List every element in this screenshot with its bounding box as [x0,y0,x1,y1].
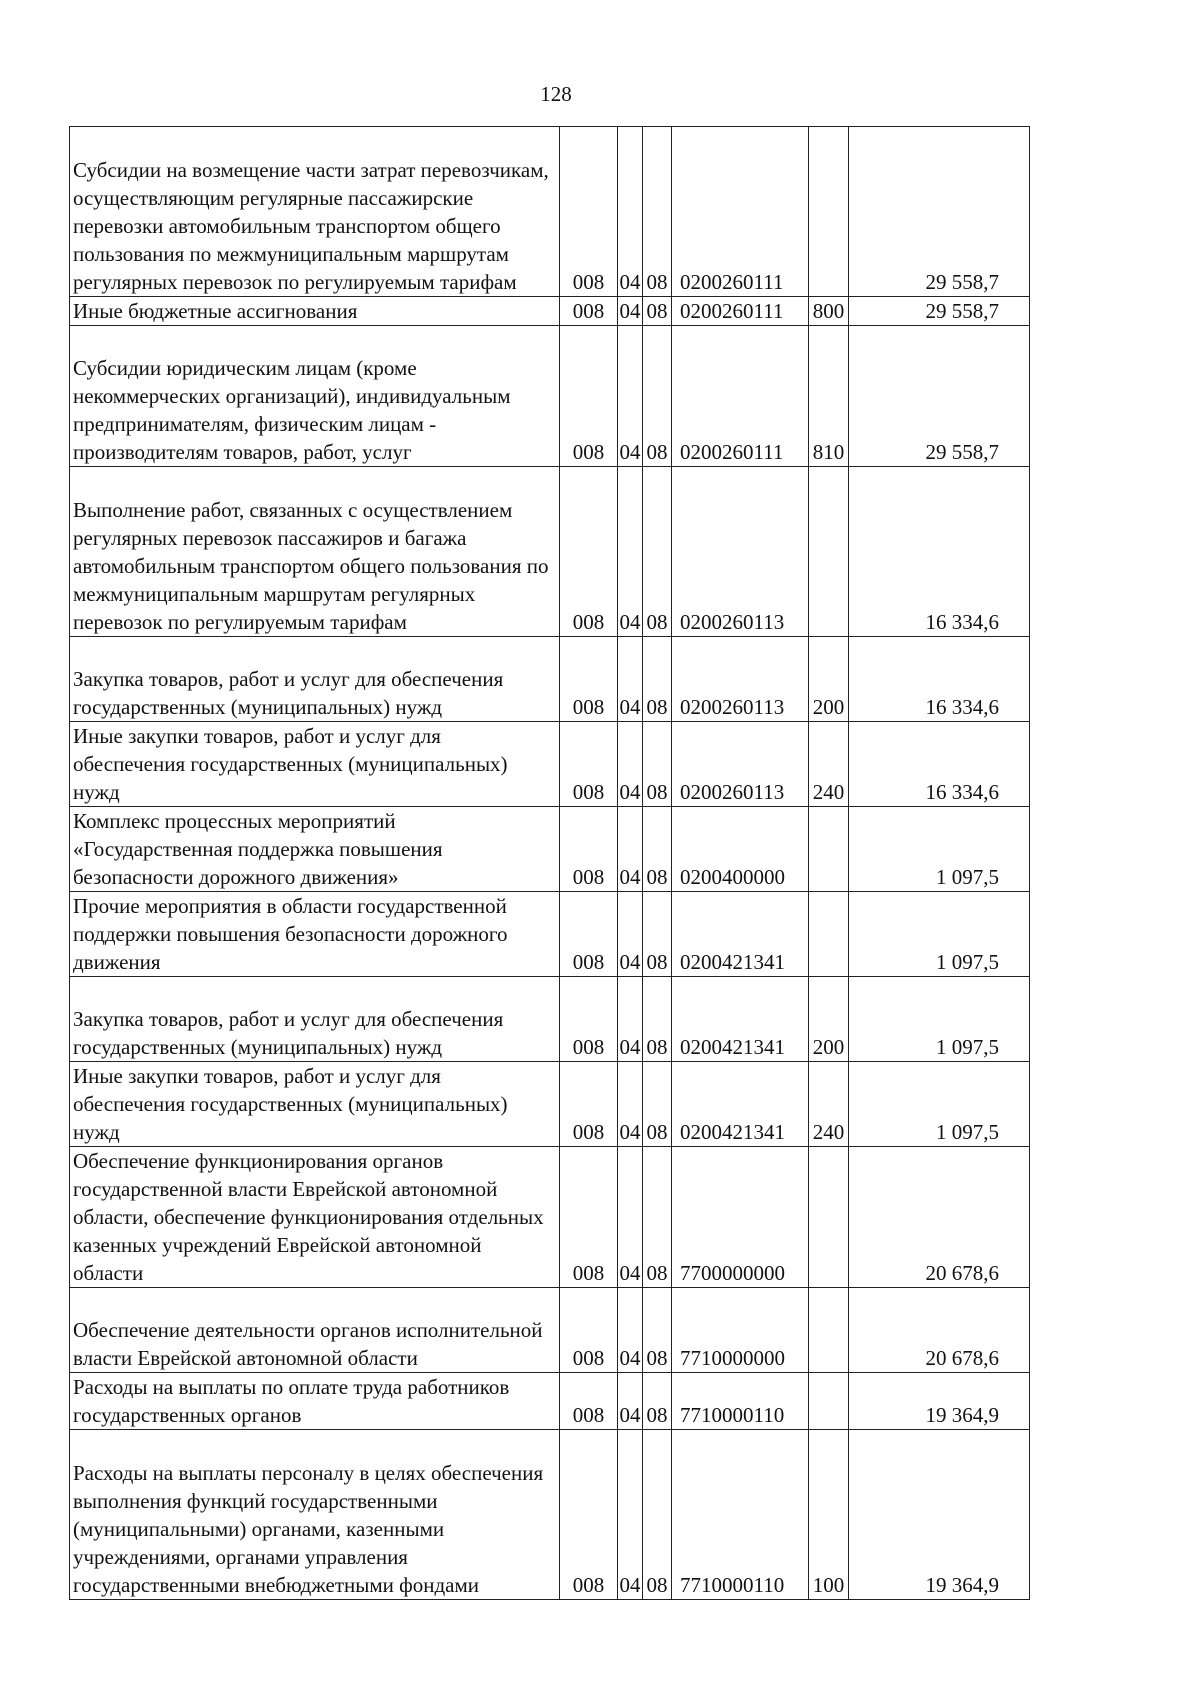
row-name: Иные бюджетные ассигнования [70,297,560,326]
table-row [70,1147,1030,1288]
table-row [70,637,1030,722]
row-amount: 20 678,6 [849,1147,1030,1288]
row-name: Обеспечение функционирования органов государственной власти Еврейской автономной области, обеспечение функционирования отдельных казенных учреждений Еврейской автономной области [70,1147,560,1288]
row-subsection-code: 08 [643,1430,672,1600]
row-expense-type [809,467,849,637]
row-subsection-code: 08 [643,1062,672,1147]
row-ministry-code: 008 [560,807,618,892]
row-target-code: 0200260111 [672,127,809,297]
row-subsection-code: 08 [643,807,672,892]
row-section-code: 04 [618,297,643,326]
row-name: Прочие мероприятия в области государственной поддержки повышения безопасности дорожного движения [70,892,560,977]
row-section-code: 04 [618,326,643,467]
row-amount: 29 558,7 [849,326,1030,467]
row-name: Субсидии юридическим лицам (кроме некоммерческих организаций), индивидуальным предпринимателям, физическим лицам - производителям товаров, работ, услуг [70,326,560,467]
row-ministry-code: 008 [560,127,618,297]
table-row [70,326,1030,467]
row-subsection-code: 08 [643,297,672,326]
row-expense-type: 810 [809,326,849,467]
row-amount: 16 334,6 [849,722,1030,807]
row-target-code: 7700000000 [672,1147,809,1288]
row-expense-type [809,1373,849,1430]
row-expense-type: 100 [809,1430,849,1600]
table-row [70,1430,1030,1600]
row-ministry-code: 008 [560,1373,618,1430]
row-subsection-code: 08 [643,326,672,467]
table-row [70,722,1030,807]
row-amount: 16 334,6 [849,637,1030,722]
page-number: 128 [540,82,572,106]
row-amount: 1 097,5 [849,1062,1030,1147]
row-target-code: 0200421341 [672,1062,809,1147]
row-expense-type: 800 [809,297,849,326]
table-row [70,1062,1030,1147]
row-expense-type [809,807,849,892]
row-section-code: 04 [618,977,643,1062]
row-subsection-code: 08 [643,892,672,977]
row-name: Иные закупки товаров, работ и услуг для обеспечения государственных (муниципальных) нужд [70,722,560,807]
row-section-code: 04 [618,1373,643,1430]
row-subsection-code: 08 [643,1288,672,1373]
row-name: Субсидии на возмещение части затрат перевозчикам, осуществляющим регулярные пассажирские перевозки автомобильным транспортом общего пользования по межмуниципальным маршрутам регулярных перевозок по регулируемым тарифам [70,127,560,297]
row-amount: 29 558,7 [849,297,1030,326]
row-subsection-code: 08 [643,637,672,722]
row-amount: 1 097,5 [849,807,1030,892]
row-section-code: 04 [618,467,643,637]
row-ministry-code: 008 [560,1147,618,1288]
row-target-code: 7710000110 [672,1430,809,1600]
row-expense-type: 200 [809,977,849,1062]
row-target-code: 0200260113 [672,637,809,722]
row-amount: 19 364,9 [849,1430,1030,1600]
row-section-code: 04 [618,1147,643,1288]
table-row [70,297,1030,326]
table-row [70,977,1030,1062]
row-name: Комплекс процессных мероприятий «Государственная поддержка повышения безопасности дорожного движения» [70,807,560,892]
row-amount: 29 558,7 [849,127,1030,297]
row-subsection-code: 08 [643,1147,672,1288]
row-amount: 19 364,9 [849,1373,1030,1430]
row-expense-type: 200 [809,637,849,722]
row-section-code: 04 [618,1430,643,1600]
row-name: Закупка товаров, работ и услуг для обеспечения государственных (муниципальных) нужд [70,637,560,722]
row-ministry-code: 008 [560,1430,618,1600]
row-expense-type [809,892,849,977]
table-row [70,1373,1030,1430]
row-subsection-code: 08 [643,467,672,637]
row-section-code: 04 [618,1062,643,1147]
row-ministry-code: 008 [560,722,618,807]
row-section-code: 04 [618,127,643,297]
table-row [70,892,1030,977]
row-target-code: 7710000110 [672,1373,809,1430]
table-row [70,127,1030,297]
row-amount: 20 678,6 [849,1288,1030,1373]
row-name: Иные закупки товаров, работ и услуг для обеспечения государственных (муниципальных) нужд [70,1062,560,1147]
row-subsection-code: 08 [643,127,672,297]
row-name: Выполнение работ, связанных с осуществлением регулярных перевозок пассажиров и багажа автомобильным транспортом общего пользования по межмуниципальным маршрутам регулярных перевозок по регулируемым тарифам [70,467,560,637]
row-ministry-code: 008 [560,326,618,467]
row-subsection-code: 08 [643,1373,672,1430]
table-row [70,807,1030,892]
row-ministry-code: 008 [560,637,618,722]
row-ministry-code: 008 [560,1288,618,1373]
table-row [70,1288,1030,1373]
row-section-code: 04 [618,807,643,892]
budget-table-body [70,127,1030,1600]
row-subsection-code: 08 [643,977,672,1062]
row-amount: 1 097,5 [849,892,1030,977]
row-amount: 16 334,6 [849,467,1030,637]
row-amount: 1 097,5 [849,977,1030,1062]
row-name: Закупка товаров, работ и услуг для обеспечения государственных (муниципальных) нужд [70,977,560,1062]
row-section-code: 04 [618,1288,643,1373]
row-target-code: 0200421341 [672,892,809,977]
row-ministry-code: 008 [560,892,618,977]
row-target-code: 0200421341 [672,977,809,1062]
row-target-code: 0200260113 [672,467,809,637]
row-expense-type [809,127,849,297]
row-section-code: 04 [618,892,643,977]
row-target-code: 0200400000 [672,807,809,892]
row-section-code: 04 [618,637,643,722]
row-target-code: 0200260113 [672,722,809,807]
row-name: Обеспечение деятельности органов исполнительной власти Еврейской автономной области [70,1288,560,1373]
budget-table [69,126,1030,1600]
row-ministry-code: 008 [560,467,618,637]
row-expense-type: 240 [809,1062,849,1147]
row-ministry-code: 008 [560,977,618,1062]
row-expense-type: 240 [809,722,849,807]
row-target-code: 7710000000 [672,1288,809,1373]
row-subsection-code: 08 [643,722,672,807]
row-ministry-code: 008 [560,1062,618,1147]
row-target-code: 0200260111 [672,326,809,467]
row-expense-type [809,1147,849,1288]
row-ministry-code: 008 [560,297,618,326]
row-name: Расходы на выплаты персоналу в целях обеспечения выполнения функций государственными (муниципальными) органами, казенными учреждениями, органами управления государственными внебюджетными фондами [70,1430,560,1600]
row-expense-type [809,1288,849,1373]
row-target-code: 0200260111 [672,297,809,326]
table-row [70,467,1030,637]
row-name: Расходы на выплаты по оплате труда работников государственных органов [70,1373,560,1430]
row-section-code: 04 [618,722,643,807]
